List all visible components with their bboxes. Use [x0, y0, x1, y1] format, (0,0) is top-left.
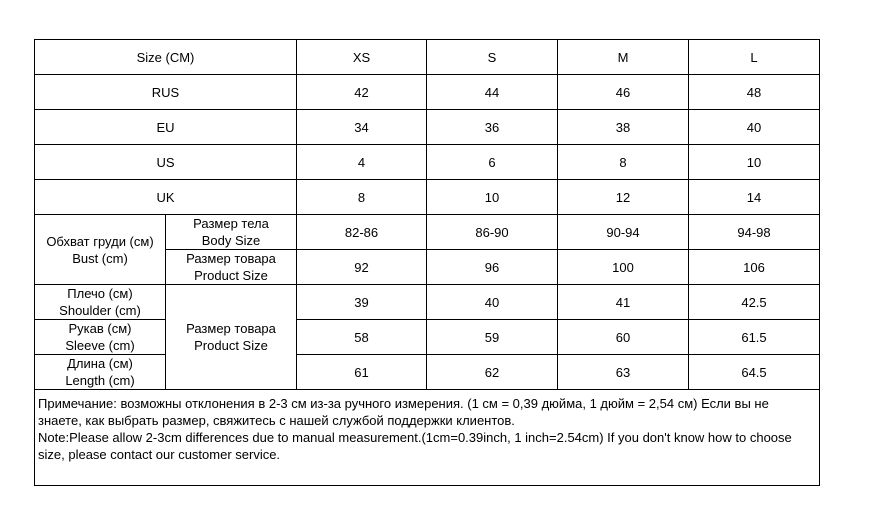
header-size-xs: XS	[297, 40, 427, 75]
length-label-en: Length (cm)	[65, 373, 135, 388]
row-label-uk: UK	[35, 180, 297, 215]
sublabel-body-size	[166, 215, 297, 250]
note-cell	[35, 390, 820, 486]
cell-us-s: 6	[427, 145, 558, 180]
cell-uk-l: 14	[689, 180, 820, 215]
cell-eu-xs: 34	[297, 110, 427, 145]
header-label: Size (CM)	[35, 40, 297, 75]
row-label-bust	[35, 215, 166, 285]
cell-length-s: 62	[427, 355, 558, 390]
row-label-rus: RUS	[35, 75, 297, 110]
cell-eu-l: 40	[689, 110, 820, 145]
shoulder-label-en: Shoulder (cm)	[59, 303, 141, 318]
bust-label-en: Bust (cm)	[72, 250, 128, 266]
note-text-en: Note:Please allow 2-3cm differences due to manual measurement.(1cm=0.39inch, 1 inch=2.54cm) If you don't know how to choose size, please contact our customer service.	[38, 430, 792, 462]
cell-length-l: 64.5	[689, 355, 820, 390]
cell-bust-product-s: 96	[427, 250, 558, 285]
table-row-length	[35, 355, 820, 390]
sublabel-product-size	[166, 250, 297, 285]
body-size-label-ru: Размер тела	[193, 216, 269, 231]
cell-shoulder-m: 41	[558, 285, 689, 320]
row-label-shoulder	[35, 285, 166, 320]
cell-bust-product-m: 100	[558, 250, 689, 285]
cell-shoulder-s: 40	[427, 285, 558, 320]
length-label-ru: Длина (см)	[67, 356, 133, 371]
cell-bust-body-m: 90-94	[558, 215, 689, 250]
cell-rus-m: 46	[558, 75, 689, 110]
table-row-shoulder	[35, 285, 820, 320]
cell-length-xs: 61	[297, 355, 427, 390]
cell-shoulder-xs: 39	[297, 285, 427, 320]
table-row-note	[35, 390, 820, 486]
sublabel-product-size-group	[166, 285, 297, 390]
sleeve-label-en: Sleeve (cm)	[65, 338, 135, 353]
cell-us-l: 10	[689, 145, 820, 180]
cell-us-xs: 4	[297, 145, 427, 180]
header-size-s: S	[427, 40, 558, 75]
sleeve-label-ru: Рукав (см)	[68, 321, 132, 336]
table-row-sleeve	[35, 320, 820, 355]
cell-rus-l: 48	[689, 75, 820, 110]
product-size-group-label-ru: Размер товара	[186, 321, 276, 336]
cell-length-m: 63	[558, 355, 689, 390]
cell-bust-body-s: 86-90	[427, 215, 558, 250]
cell-sleeve-m: 60	[558, 320, 689, 355]
product-size-label-ru: Размер товара	[186, 251, 276, 266]
body-size-label-en: Body Size	[201, 233, 261, 248]
note-text-ru: Примечание: возможны отклонения в 2-3 см из-за ручного измерения. (1 см = 0,39 дюйма, 1 дюйм = 2,54 см) Если вы не знаете, как выбрать размер, свяжитесь с нашей службой поддержки клиентов.	[38, 396, 769, 428]
cell-bust-body-l: 94-98	[689, 215, 820, 250]
row-label-sleeve	[35, 320, 166, 355]
cell-bust-product-l: 106	[689, 250, 820, 285]
cell-uk-xs: 8	[297, 180, 427, 215]
cell-sleeve-xs: 58	[297, 320, 427, 355]
cell-uk-s: 10	[427, 180, 558, 215]
product-size-label-en: Product Size	[194, 268, 268, 283]
product-size-group-label-en: Product Size	[194, 338, 268, 353]
shoulder-label-ru: Плечо (см)	[67, 286, 133, 301]
cell-rus-s: 44	[427, 75, 558, 110]
cell-rus-xs: 42	[297, 75, 427, 110]
row-label-length	[35, 355, 166, 390]
header-size-m: M	[558, 40, 689, 75]
cell-shoulder-l: 42.5	[689, 285, 820, 320]
table-row-header	[35, 40, 820, 75]
size-chart-table	[34, 39, 820, 486]
cell-sleeve-l: 61.5	[689, 320, 820, 355]
cell-bust-product-xs: 92	[297, 250, 427, 285]
table-row-rus	[35, 75, 820, 110]
cell-sleeve-s: 59	[427, 320, 558, 355]
cell-bust-body-xs: 82-86	[297, 215, 427, 250]
header-size-l: L	[689, 40, 820, 75]
cell-us-m: 8	[558, 145, 689, 180]
row-label-eu: EU	[35, 110, 297, 145]
table-row-eu	[35, 110, 820, 145]
cell-eu-m: 38	[558, 110, 689, 145]
row-label-us: US	[35, 145, 297, 180]
table-row-bust-body	[35, 215, 820, 250]
cell-uk-m: 12	[558, 180, 689, 215]
bust-label-ru: Обхват груди (см)	[46, 233, 154, 249]
cell-eu-s: 36	[427, 110, 558, 145]
table-row-uk	[35, 180, 820, 215]
table-row-us	[35, 145, 820, 180]
